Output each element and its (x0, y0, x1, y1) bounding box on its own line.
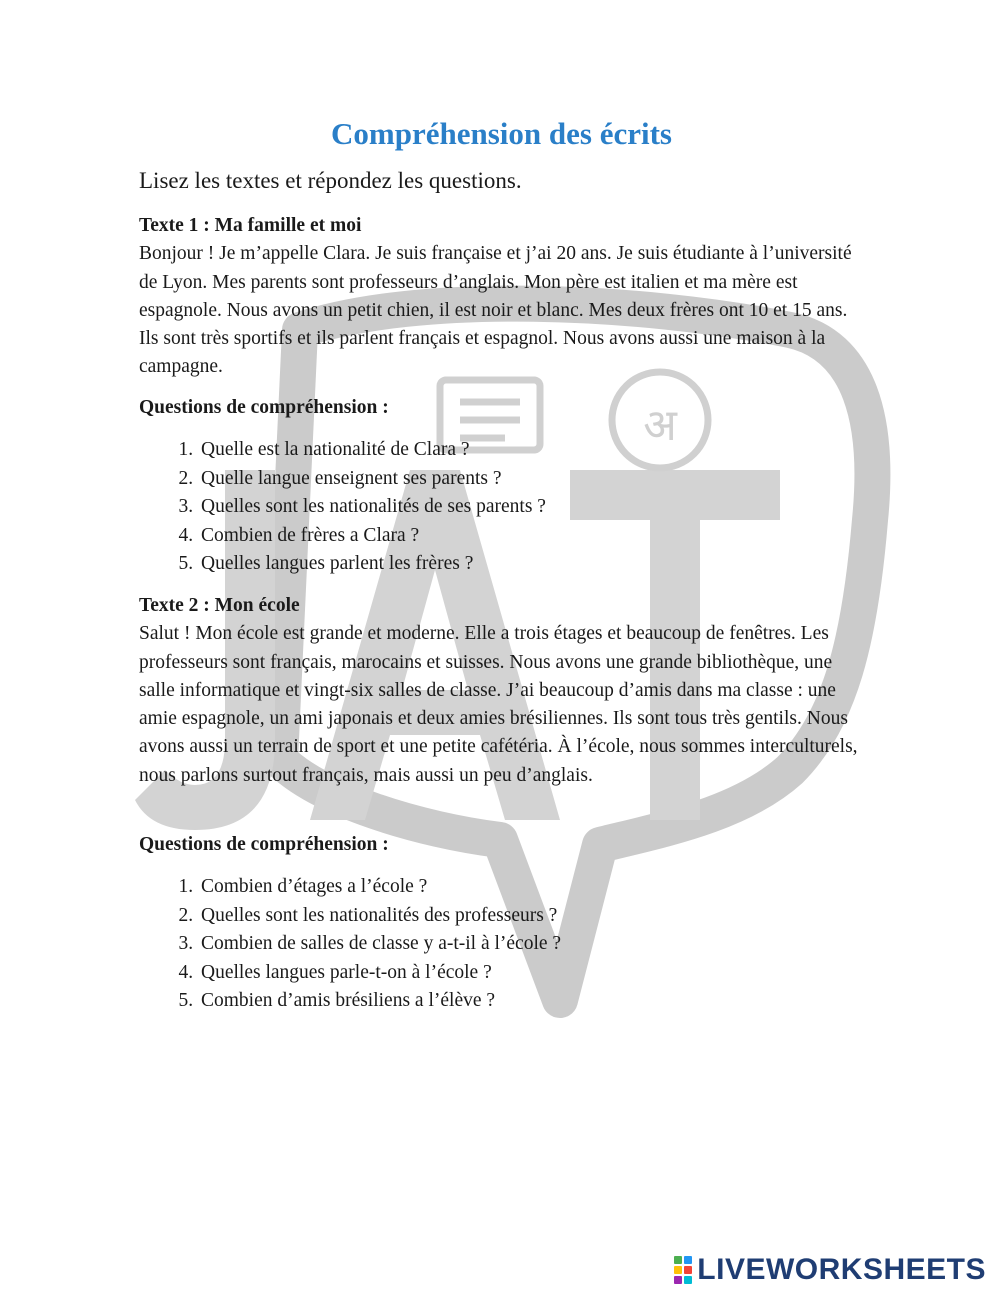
liveworksheets-logo-icon (674, 1256, 692, 1284)
question-item: 2. Quelles sont les nationalités des professeurs ? (198, 902, 561, 931)
question-item: 2. Quelle langue enseignent ses parents ? (198, 465, 546, 494)
question-item: 1. Combien d’étages a l’école ? (198, 873, 561, 902)
text-1-questions-heading: Questions de compréhension : (139, 397, 389, 418)
text-2-body: Salut ! Mon école est grande et moderne. Elle a trois étages et beaucoup de fenêtres. Les professeurs sont français, marocains et suisses. Nous avons une grande bibliothèque, une salle informatique et vingt-six salles de classe. J’ai beaucoup d’amis dans ma classe : une amie espagnole, un ami japonais et deux amies brésiliennes. Ils sont tous très gentils. Nous avons aussi un terrain de sport et une petite cafétéria. À l’école, nous sommes interculturels, nous parlons surtout français, mais aussi un peu d’anglais. (139, 623, 858, 786)
liveworksheets-logo (674, 1250, 986, 1290)
question-item: 4. Quelles langues parle-t-on à l’école ? (198, 959, 561, 988)
question-item: 3. Quelles sont les nationalités de ses parents ? (198, 493, 546, 522)
text-1-title: Texte 1 : Ma famille et moi (139, 215, 362, 236)
liveworksheets-brand-text: LIVEWORKSHEETS (697, 1253, 986, 1286)
text-2-title: Texte 2 : Mon école (139, 595, 300, 616)
text-2-question-list (139, 873, 561, 1016)
text-1-body: Bonjour ! Je m’appelle Clara. Je suis française et j’ai 20 ans. Je suis étudiante à l’université de Lyon. Mes parents sont professeurs d’anglais. Mon père est italien et ma mère est espagnole. Nous avons un petit chien, il est noir et blanc. Mes deux frères ont 10 et 15 ans. Ils sont très sportifs et ils parlent français et espagnol. Nous avons aussi une maison à la campagne. (139, 243, 852, 378)
question-item: 3. Combien de salles de classe y a-t-il à l’école ? (198, 930, 561, 959)
watermark-badge-glyph: अ (643, 400, 677, 451)
question-item: 5. Quelles langues parlent les frères ? (198, 550, 546, 579)
page-title: Compréhension des écrits (331, 116, 672, 151)
instruction-text: Lisez les textes et répondez les questions. (139, 168, 522, 193)
question-item: 5. Combien d’amis brésiliens a l’élève ? (198, 987, 561, 1016)
text-2-block (139, 592, 864, 790)
text-2-questions-heading: Questions de compréhension : (139, 834, 389, 855)
text-1-question-list (139, 436, 546, 579)
question-item: 4. Combien de frères a Clara ? (198, 522, 546, 551)
text-1-block (139, 212, 864, 382)
question-item: 1. Quelle est la nationalité de Clara ? (198, 436, 546, 465)
